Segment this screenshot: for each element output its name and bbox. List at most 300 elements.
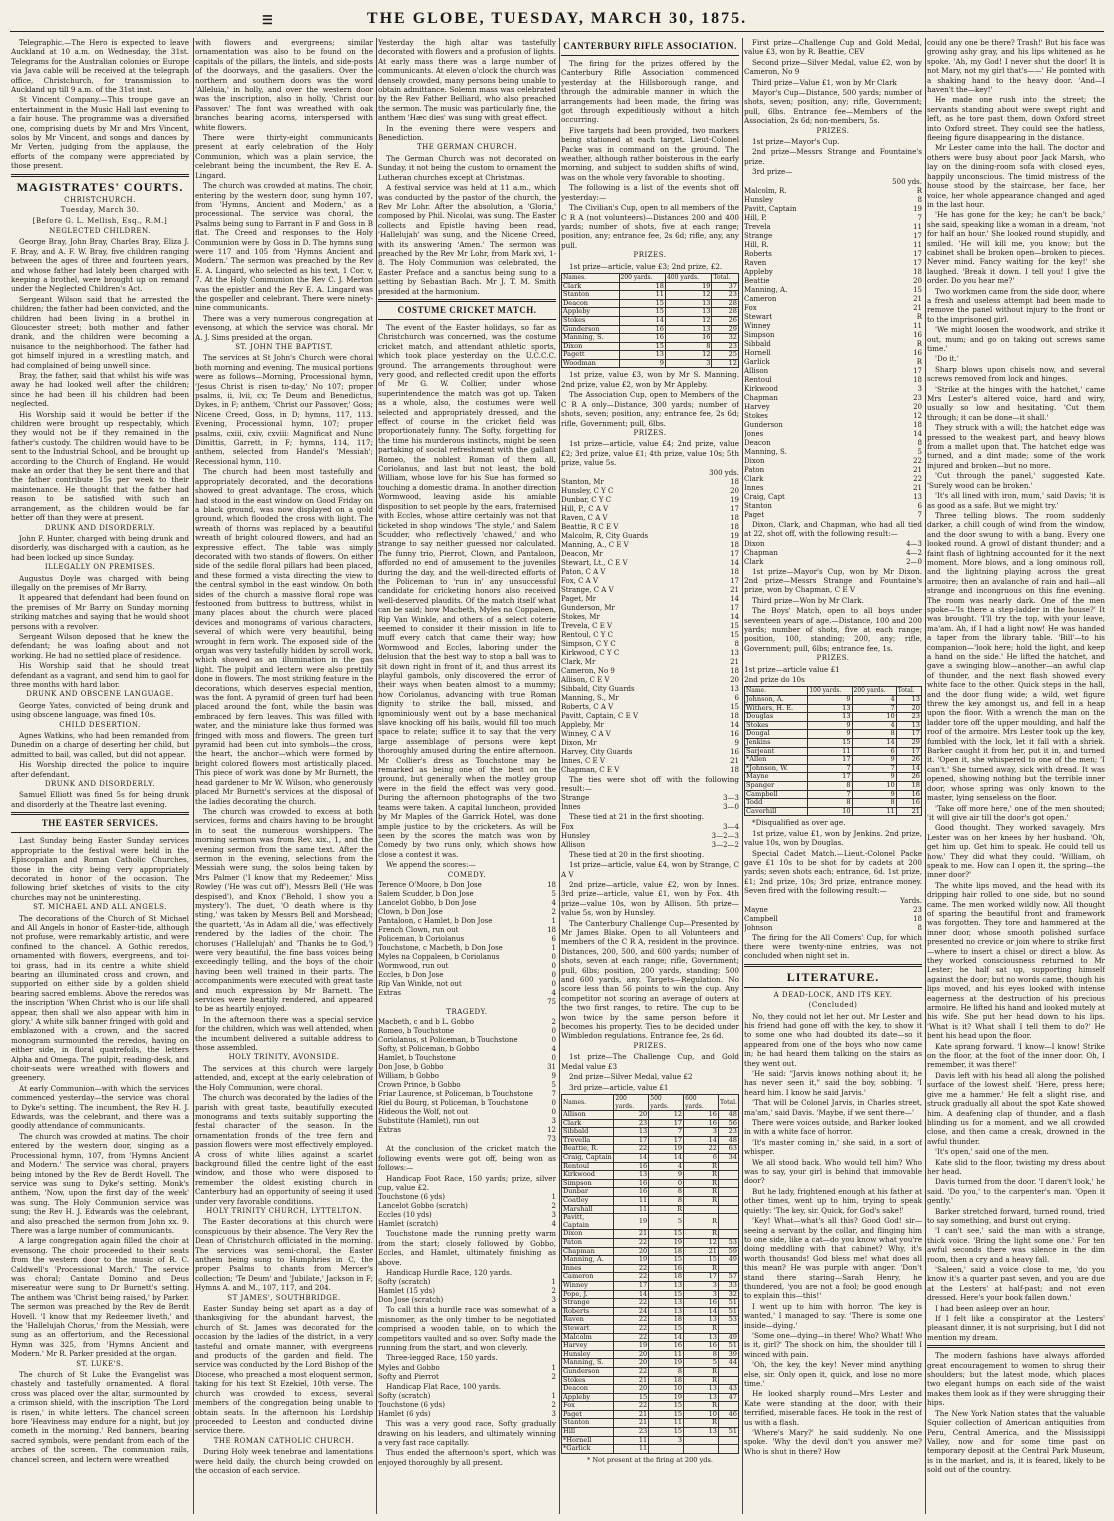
cell-score: 21	[614, 1410, 649, 1419]
paragraph: 'Key! What—what's all this? Good God! sir—seeing a servant by the collar, and flinging him to one side, like a cat—do you know what you're doing meddling with that cabinet? Why, it's worth thousands! God bless me! what does all this mean? He was purple with anger. 'Don't stand there staring—Sarah Henry, he thundered, 'you are not a fool; be good enough to explain this—this!'	[744, 1216, 922, 1301]
case-heading: DRUNK AND DISORDERLY.	[44, 780, 156, 789]
score-name: Terence O'Moore, b Don Jose	[378, 880, 482, 889]
score-value: 21	[730, 585, 739, 594]
score-line	[378, 1211, 556, 1220]
score-name: Sibbald	[744, 339, 771, 348]
paragraph: If I felt like a conspirator at the Lesters' pleasant dinner, it is not surprising, but I did not mention my dream.	[927, 1314, 1105, 1342]
score-line	[744, 313, 922, 322]
score-line	[744, 421, 922, 430]
cell-name: Malcolm	[562, 1333, 614, 1342]
cell-name: Harvey	[562, 1342, 614, 1351]
cell-score: 8	[649, 1197, 684, 1206]
cell-score: 10	[649, 1385, 684, 1394]
cell-name: Kirkwood	[562, 1171, 614, 1180]
score-value: 18	[730, 765, 739, 774]
score-name: Hornell	[744, 348, 771, 357]
prizes-heading: PRIZES.	[633, 251, 667, 260]
paragraph: Mayor's Cup—Distance, 500 yards; number of shots, seven; position, any; rifle, Government; pull, 6lbs. Entrance fee—Members of the Association, 2s 6d; non-members, 5s.	[744, 88, 922, 126]
cell-score: 11	[808, 747, 852, 756]
score-name: Wormwood, run out	[378, 961, 449, 970]
cell-score: 28	[712, 308, 739, 317]
score-value: 3—4	[723, 822, 739, 831]
cell-score: 51	[719, 1307, 739, 1316]
cell-name: *Garlick	[562, 1445, 614, 1454]
score-name: Beattie, R C E V	[561, 522, 619, 531]
score-value: 19	[730, 495, 739, 504]
cell-score: 17	[684, 1273, 719, 1282]
score-value: 73	[547, 1135, 556, 1144]
cell-score: 13	[808, 704, 852, 713]
score-name: Fox	[561, 822, 574, 831]
comedy-scorecard	[378, 881, 556, 1007]
score-name: Pantaloon, c Hamlet, b Don Jose	[378, 916, 493, 925]
score-line	[378, 1364, 556, 1373]
score-name: Stewart	[744, 312, 773, 321]
cell-name: Appleby	[562, 1393, 614, 1402]
paragraph: 1st prize, value £1, won by Jenkins. 2nd prize, value 10s, won by Douglas.	[744, 828, 922, 848]
paragraph: 'Oh, the key, the key! Never mind anything else, sir. Only open it, quick, and lose no more time.'	[744, 1360, 922, 1388]
section-title: THE EASTER SERVICES.	[41, 818, 159, 829]
cell-score: 18	[649, 1376, 684, 1385]
paragraph: The following is a list of the events shot off yesterday:—	[561, 183, 739, 202]
cell-score: 3	[684, 1128, 719, 1137]
paragraph: Telegraphic.—The Hero is expected to leave Auckland at 10 a.m. on Wednesday, the 31st. Telegrams for the Australian colonies or Europe via Java cable will be received at the telegraph office, Christchurch, for transmission to Auckland up till 9 a.m. of the 31st inst.	[11, 38, 189, 95]
score-value: 1	[551, 1392, 556, 1401]
cell-score: 23	[614, 1428, 649, 1437]
score-line	[561, 631, 739, 640]
cell-score: 17	[896, 747, 921, 756]
score-value: 4	[551, 1220, 556, 1229]
cell-score: 8	[808, 799, 852, 808]
cell-score: 16	[614, 1162, 649, 1171]
paragraph: Third prize—Won by Mr Clark.	[752, 595, 864, 605]
score-name: Garlick	[744, 357, 770, 366]
cell-score: 15	[649, 1230, 684, 1239]
paragraph: In the afternoon there was a special service for the children, which was well attended, when the incumbent delivered a suitable address to those assembled.	[195, 1014, 373, 1053]
table-row	[745, 799, 922, 808]
cell-score: 19	[649, 1359, 684, 1368]
paragraph: The Civilian's Cup, open to all members of the C R A (not volunteers)—Distances 200 and 400 yards; number of shots, five at each range; position, any; entrance fee, 2s 6d; rifle, any, any pull.	[561, 203, 739, 250]
cell-score: 11	[614, 1445, 649, 1454]
paragraph: The Easter decorations at this church were conspicuous by their absence. The Very Rev the Dean of Christchurch officiated in the morning. The services was semi-choral, the Easter anthem being sung to Humphries in C, the proper Psalms to chants from Mercer's collection; 'Te Deum' and 'Jubilate,' Jackson in F; Hymns A. and M., 107, 117, and 204.	[195, 1217, 373, 1293]
paragraph: The event of the Easter holidays, so far as Christchurch was concerned, was the costume cricket match, and attendant athletic sports, which took place yesterday on the U.C.C.C. ground. The arrangements throughout were very good, and reflected credit upon the efforts of Mr G. W. Collier, under whose superintendence the match was got up. Taken as a whole, also, the costumes were well selected and appropriately dressed, and the effect of course in the cricket field was proportionately funny. The Softy, forgetting for the time his murderous instincts, might be seen partaking of social refreshment with the gallant Romeo, the noblest Roman of them all, Coriolanus, and last but not least, the bold William, whose love for his Sue has formed so touching a domestic drama. In another direction Wormwood, leaving aside his amiable disposition to set people by the ears, fraternised with Eccles, whose attire certainly was not that ticketed in shop windows 'The style,' and Salem Scudder, who reflectively 'chawed,' and who strange to say neither guessed nor calculated. The funny trio, Pierrot, Clown, and Pantaloon, afforded no end of amusement to the juveniles during the day, and the well-directed efforts of the Policeman to 'run in' any unsuccessful candidate for cricketing honors also received well-deserved plaudits. Of the match itself what can be said; how Macbeth, Myles na Coppaleen, Rip Van Winkle, and others of a select coterie seemed to consider it their mission in life to muff every catch that came their way; how Wormwood and Eccles, laboring under the delusion that the best way to stop a ball was to sit down right in front of it, and thus arrest its playful gambols, only discovered the error of their ways when beaten almost to a mummy; how Coriolanus, advancing with true Roman dignity to strike the ball, missed, and ignominiously went out by a base mechanical slave knocking off his bails, would fill too much space to relate; suffice it to say that the very large assemblage of persons were kept thoroughly amused during the entire afternoon. Mr Collier's dress as Touchstone may be remarked as being one of the best on the ground, but generally when the motley group were in the field the effect was very good. During the afternoon photographs of the two teams were taken. A capital luncheon, provided by Mr Maples of the Garrick Hotel, was done ample justice to by the cricketers. As will be seen by the scores the match was won by Comedy by two runs only, which shows how close a contest it was.	[378, 322, 556, 859]
score-name: Clark	[744, 557, 764, 566]
cell-score: 11	[614, 1436, 649, 1445]
score-name: Friar Laurence, st Policeman, b Touchstone	[378, 1090, 533, 1099]
paragraph: Three telling blows. The room suddenly darker, a chill cough of wind from the window, and the door swung to with a bang. Every one looked round. A growl of distant thunder; and a faint flash of lightning accounted for it the next moment. More blows, and a long ominous roll, and the lightning playing across the great armoire; then an avalanche of rain and hail—all strange and incongruous on this fine evening. The room was nearly dark. One of the men spoke—'Is there a step-ladder in the house?' It was brought. 'I'll try the top, with your leave, ma'am. Ah, if I had a light now! He was handed a taper from the library table. 'Bill'—to his companion—'look here; hold the light, and keep a hand on the side.' He lifted the hatchet, and gave a swinging blow—another—an awful clap of thunder, and the next flash showed every white face to the other. Quick steps in the hall, and the door flung wide; a wild, wet figure threw the key amongst us, and fell in a heap upon the floor. With a wrench the man on the ladder tore off the upper moulding, and half the roof of the armoire. Mrs Lester took up the key, fumbled with the lock, let it fall with a shriek. Barker caught it from her, put it in, and turned it. 'Open it, she whispered to one of the men; 'I can't.' She turned away, sick with dread. It was opened, showing nothing but the terrible inner door, whose spring was only known to the master, lying senseless on the floor.	[927, 510, 1105, 803]
score-value: 2—0	[906, 557, 922, 566]
score-line	[744, 558, 922, 567]
score-value: 1	[551, 1363, 556, 1372]
cell-score: 9	[808, 730, 852, 739]
paragraph: During Holy week tenebrae and lamentations were held daily, the church being crowded on the occasion of each service.	[195, 1447, 373, 1475]
score-value: 20	[913, 276, 922, 285]
section-title: CANTERBURY RIFLE ASSOCIATION.	[563, 41, 737, 51]
column-header: 500 yards.	[649, 1094, 684, 1110]
score-value: 16	[913, 330, 922, 339]
paragraph: The services at St John's Church were choral both morning and evening. The musical portions were as follows—Morning, Processional hymn, 'Jesus Christ is risen to-day,' No 107; proper psalms, ii, lvii, cx; Te Deum and Benedictus, Dykes, in F; anthem, 'Christ our Passover,' Goss; Nicene Creed, Goss, in D; hymns, 117, 113. Evening, Processional hymn, 107; proper psalms, cxiii, cxiv, cxviii: Magnificat and Nunc Dimittis, Garrett, in F; hymns, 114, 117; anthem, selected from Handel's 'Messiah'; Recessional hymn, 110.	[195, 353, 373, 466]
case-heading: NEGLECTED CHILDREN.	[49, 226, 151, 235]
cell-name: Hunsley	[562, 1350, 614, 1359]
cell-name: Spanger	[745, 781, 808, 790]
score-value: 7	[917, 510, 922, 519]
section-title: LITERATURE.	[786, 969, 880, 984]
score-value: 22	[913, 474, 922, 483]
cell-score: 15	[619, 308, 665, 317]
score-value: 17	[730, 504, 739, 513]
score-value: 22	[913, 456, 922, 465]
cell-score: R	[649, 1205, 684, 1214]
score-line	[744, 403, 922, 412]
section-rule	[11, 832, 189, 833]
church-heading: ST. JOHN THE BAPTIST.	[235, 343, 333, 351]
score-line	[561, 703, 739, 712]
score-name: Strange, C A V	[561, 585, 614, 594]
score-line	[378, 953, 556, 962]
cell-score: 23	[896, 713, 921, 722]
score-value: 16	[913, 348, 922, 357]
score-line	[744, 439, 922, 448]
race-results	[378, 1278, 556, 1305]
paragraph: The ties were shot off with the following result:—	[561, 774, 739, 793]
paragraph: But he lady, frightened enough at his father at other times, went up to him, trying to speak quietly: 'The key, sir. Quick, for God's sake!'	[744, 1186, 922, 1215]
score-name: Sibbald, City Guards	[561, 684, 635, 693]
cell-name: Dougal	[745, 730, 808, 739]
score-name: Manning, A.	[744, 285, 788, 294]
score-value: 3	[917, 384, 922, 393]
score-value: 2	[551, 1202, 556, 1211]
cell-name: Dixon	[562, 342, 620, 351]
score-name: Winney, C A V	[561, 729, 611, 738]
cell-name: Manning, S.	[562, 334, 620, 343]
score-name: Pavitt, Captain, C E V	[561, 711, 639, 720]
score-name: Stewart, Lt., C E V	[561, 558, 628, 567]
score-name: Allison	[744, 366, 769, 375]
score-name: Don Jose, b Gobbo	[378, 1063, 444, 1072]
score-line	[561, 604, 739, 613]
paragraph: The church was crowded at matins. The choir entered by the western door, singing as a Processional hymn, 107, from 'Hymns Ancient and Modern.' The service was choral, prayers being intoned by the Rev de Berdt Hovell. The service was sung to Dyke's setting. Monk's anthem, 'Now, upon the first day of the week' was sung. The Holy Communion service was sung; the Rev H. J. Edwards was the celebrant, and also preached the sermon from John xx. 9. There was a large number of communicants.	[11, 1131, 189, 1235]
table-row	[745, 738, 922, 747]
cell-score: 29	[712, 325, 739, 334]
table-row	[562, 1385, 739, 1394]
score-name: Coriolanus, st Policeman, b Touchstone	[378, 1036, 518, 1045]
cell-score: 14	[684, 1307, 719, 1316]
score-value: 14	[730, 594, 739, 603]
score-value: 18	[913, 267, 922, 276]
score-value: 20	[730, 486, 739, 495]
cell-score: 8	[852, 799, 896, 808]
table-row	[745, 721, 922, 730]
cell-name: Caverhill	[745, 807, 808, 816]
score-name: Hunsley	[561, 831, 591, 840]
cell-score: 10	[852, 781, 896, 790]
section-rule	[927, 1345, 1105, 1348]
paragraph: Third prize—Value £1, won by Mr Clark	[752, 77, 897, 87]
score-line	[744, 286, 922, 295]
score-line	[378, 1193, 556, 1202]
table-row	[562, 308, 739, 317]
cell-name: Pope, J.	[562, 1290, 614, 1299]
score-value: 3	[551, 1296, 556, 1305]
cell-score: 14	[852, 738, 896, 747]
cell-name: Clark	[562, 282, 620, 291]
cell-score: 13	[614, 1171, 649, 1180]
cell-name: Rentoul	[562, 1162, 614, 1171]
case-heading: DRUNK AND DISORDERLY.	[44, 523, 156, 532]
cell-score: 19	[649, 1393, 684, 1402]
cell-score: 32	[712, 334, 739, 343]
score-name: Stokes	[744, 411, 768, 420]
cell-score: 13	[649, 1281, 684, 1290]
score-name: Dunbar, C Y C	[561, 495, 612, 504]
score-line	[744, 549, 922, 558]
cell-score: 10	[684, 1410, 719, 1419]
score-name: Touchstone (6 yds)	[378, 1193, 445, 1202]
score-line	[378, 935, 556, 944]
paragraph: The firing for the prizes offered by the Canterbury Rifle Association commenced yesterday at the Hillsborough range, and through the admirable manner in which the arrangements had been made, the firing was got through expeditiously without a hitch occurring.	[561, 59, 739, 125]
cell-score: 13	[614, 1128, 649, 1137]
cell-score: 23	[712, 291, 739, 300]
score-value: 0	[551, 1054, 556, 1063]
paragraph: He made one rush into the street; the servants standing about were swept right and left, as he tore past them, down Oxford street into Oxford street. They could see the hatless, fleeing figure disappearing in the distance.	[927, 95, 1105, 143]
cell-score: 5	[684, 1359, 719, 1368]
score-value: 18	[730, 567, 739, 576]
table-row	[562, 1239, 739, 1248]
score-value: 1	[551, 916, 556, 925]
cell-score: 10	[808, 807, 852, 816]
table-row	[562, 1299, 739, 1308]
section-rule	[744, 964, 922, 967]
cell-score: 14	[896, 764, 921, 773]
table-row	[562, 1214, 739, 1230]
score-value: 0	[551, 961, 556, 970]
cell-score: 20	[896, 704, 921, 713]
score-line	[561, 730, 739, 739]
cell-score	[649, 1445, 684, 1454]
score-name: Hunsley, C Y C	[561, 486, 614, 495]
score-name: Extras	[378, 1126, 401, 1135]
race-results	[378, 1193, 556, 1229]
score-value: 16	[730, 747, 739, 756]
cell-name: Beattie, R.	[562, 1145, 614, 1154]
cell-score: 34	[719, 1154, 739, 1163]
cell-name: Paget	[562, 1410, 614, 1419]
table-row	[562, 1367, 739, 1376]
shoot-off-results	[744, 540, 922, 567]
cell-name: Todd	[745, 799, 808, 808]
column-6	[927, 38, 1105, 1514]
paragraph: with flowers and evergreens; similar ornamentation was also to be found on the capitals of the pillars, the lintels, and side-posts of the doorways, and the gasaliers. Over the northern and southern doors was the word 'Alleluia,' in holly, and over the western door was the inscription, also in holly, 'Christ our Passover.' The font was wreathed with oak branches bearing acorns, interspersed with white flowers.	[195, 38, 373, 132]
score-value: 0	[551, 1036, 556, 1045]
cell-score: 14	[684, 1136, 719, 1145]
score-name: Allison	[561, 840, 586, 849]
cell-score: 6	[852, 747, 896, 756]
score-value: R	[916, 357, 922, 366]
score-name: French Clown, run out	[378, 925, 459, 934]
score-line	[378, 1117, 556, 1126]
section-rule	[11, 174, 189, 177]
cell-score: 12	[665, 351, 711, 360]
paragraph: Sergeant Wilson said that he arrested the children; the father had been convicted, and the children had been living in a brothel in Gloucester street; both mother and father drank, and the children were becoming a nuisance to the neighborhood. The father had got himself injured in a wrestling match, and had complained of being unwell since.	[11, 294, 189, 370]
cell-score: 63	[719, 1145, 739, 1154]
table-header-row	[562, 1094, 739, 1110]
team-heading: COMEDY.	[447, 870, 487, 879]
cell-score: 16	[896, 790, 921, 799]
cell-score: 24	[614, 1307, 649, 1316]
score-value: 21	[913, 483, 922, 492]
score-line	[744, 502, 922, 511]
score-line	[744, 205, 922, 214]
score-value: 15	[730, 630, 739, 639]
paragraph: At the conclusion of the cricket match the following events were got off, being won as follows:—	[378, 1144, 556, 1173]
score-line	[561, 832, 739, 841]
score-name: Chapman	[744, 393, 778, 402]
bench-note: [Before G. L. Mellish, Esq., R.M.]	[32, 216, 168, 225]
cell-name: Strange	[562, 1299, 614, 1308]
cell-name: Craig, Captain	[562, 1154, 614, 1163]
score-line	[378, 989, 556, 998]
score-line	[561, 622, 739, 631]
score-line	[744, 385, 922, 394]
score-name: Myles na Coppaleen, b Coriolanus	[378, 952, 500, 961]
score-line	[378, 1027, 556, 1036]
story-note: (Concluded)	[808, 1001, 858, 1010]
paragraph: The church had been most tastefully and appropriately decorated, and the decorations showed to great advantage. The cross, which had stood in the east window on Good Friday on a black ground, was now displayed on a gold ground, which flooded the cross with light. The wreath of thorns was replaced by a beautiful wreath of bright coloured flowers, and had an expressive effect. The table was simply decorated with two stands of flowers. On either side of the sedile floral pillars had been placed, and these formed a vista directing the view to the central symbol in the east window. On both sides of the church a massive floral rope was festooned from buttress to buttress, whilst in many places about the church were placed devices and monograms of various characters, several of which were very beautiful, being wrought in fern work. The exposed side of the organ was very tastefully hidden by scroll work, which showed as an illumination in the gas light. The pulpit and lectern were also prettily done in flowers. The most striking feature in the decorations, which deserves especial mention, was the font. A pyramid of green turf had been placed around the font, while the basin was embraced by fern leaves. This was filled with water, and the miniature lake thus formed was fringed with moss and flowers. The green turf pyramid had been cut into symbols—the cross, the heart, the anchor—which were formed by bright colored flowers most artistically placed. This piece of work was done by Mr Burnett, the head gardener to Mr W. Wilson, who generously placed Mr Burnett's services at the disposal of the ladies decorating the church.	[195, 467, 373, 806]
score-value: 18	[547, 925, 556, 934]
paragraph: could any one be there? Trash!' But his face was growing ashy gray, and his lips whitened as he spoke. 'Ah, my God! I never shut the door! It is not Mary, not my girl that's——' He pointed with a shaking hand to the heavy door. 'And—I haven't the—key!'	[927, 38, 1105, 95]
paragraph: Kate sprang forward. 'I know—I know! Strike on the floor, at the foot of the inner door. Oh, I remember, it was there!'	[927, 1041, 1105, 1070]
score-value: 5	[551, 889, 556, 898]
cell-score: 15	[808, 738, 852, 747]
score-name: Gunderson	[744, 420, 783, 429]
score-line	[561, 823, 739, 832]
score-value: 17	[730, 576, 739, 585]
cell-score: 12	[649, 1111, 684, 1120]
score-line	[378, 962, 556, 971]
score-line	[744, 268, 922, 277]
score-value: 3—2—3	[711, 831, 739, 840]
paragraph: 'He has gone for the key; he can't be back,' she said, speaking like a woman in a dream, 'not for half an hour.' She looked round stupidly, and smiled. 'He will kill me, you know; but the cabinet shall be broken open—broken to pieces. Never mind. Fancy waiting for the key!' she laughed. 'Break it down. I tell you! I give the order. Do you hear me?'	[927, 210, 1105, 286]
cell-score: 16	[684, 1342, 719, 1351]
paragraph: Dixon, Clark, and Chapman, who had all tied at 22, shot off, with the following result:—	[744, 519, 922, 539]
score-name: Trevela	[744, 222, 771, 231]
cell-score: 33	[719, 1281, 739, 1290]
score-name: Hamlet (15 yds)	[378, 1287, 435, 1296]
cell-name: Stewart	[562, 1324, 614, 1333]
paragraph: These tied at 21 in the first shooting.	[569, 812, 705, 822]
paragraph: 'It's all lined with iron, mum,' said Davis; 'it is as good as a safe. But we might try.'	[927, 491, 1105, 510]
civilians-cup-table	[561, 273, 739, 369]
score-line	[561, 559, 739, 568]
section-rule	[378, 319, 556, 320]
score-line	[744, 457, 922, 466]
cell-name: Manning, A.	[562, 1256, 614, 1265]
score-value: 16	[730, 729, 739, 738]
score-name: Hamlet, b Touchstone	[378, 1054, 456, 1063]
score-name: Manning, S., Mr	[561, 693, 619, 702]
section-title: COSTUME CRICKET MATCH.	[397, 304, 537, 315]
paragraph: No, they could not let her out. Mr Lester and his friend had gone off with the key, to show it to some one who had doubted its date—so it appeared from one of the boys who now came in; he had heard them talking on the stairs as they went out.	[744, 1011, 922, 1068]
table-row	[562, 1273, 739, 1282]
score-line	[744, 493, 922, 502]
cell-score: R	[684, 1402, 719, 1411]
case-heading: ILLEGALLY ON PREMISES.	[44, 563, 156, 572]
association-cup-scores	[561, 478, 739, 775]
score-name: Strange	[744, 231, 773, 240]
cell-score: 16	[614, 1188, 649, 1197]
paragraph: This was a very good race, Softy gradually drawing on his leaders, and ultimately winning a very fast race capitally.	[378, 1419, 556, 1448]
paragraph: George Yates, convicted of being drunk and using obscene language, was fined 10s.	[11, 700, 189, 720]
score-line	[378, 1202, 556, 1211]
column-5	[744, 38, 922, 1514]
score-line	[378, 1401, 556, 1410]
paragraph: Five targets had been provided, two markers being stationed at each target. Lieut-Colonel Packe was in command on the ground. The weather, although rather boisterous in the early morning, and subject to sudden shifts of wind, was on the whole very favorable to shooting.	[561, 125, 739, 182]
cell-score: 16	[619, 325, 665, 334]
score-line	[744, 915, 922, 924]
cell-score	[719, 1171, 739, 1180]
score-line	[561, 694, 739, 703]
cell-score: 57	[719, 1273, 739, 1282]
church-heading: THE ROMAN CATHOLIC CHURCH.	[213, 1436, 355, 1445]
table-row	[562, 1324, 739, 1333]
paragraph: 1st prize—The Challenge Cup, and Gold Medal value £3	[561, 1052, 739, 1071]
score-line	[744, 277, 922, 286]
table-row	[745, 730, 922, 739]
paragraph: George Bray, John Bray, Charles Bray, Eliza J. F. Bray, and A. F. W. Bray, five children ranging between the ages of three and fourteen years, and whose father had lately been charged with keeping a brothel, were brought up on remand under the Neglected Children's Act.	[11, 237, 189, 294]
score-value: 17	[913, 231, 922, 240]
score-name: Trevela, C E V	[561, 621, 613, 630]
cell-score: 48	[719, 1111, 739, 1120]
score-value: 18	[730, 540, 739, 549]
cell-name: Roberts	[562, 1307, 614, 1316]
table-row	[562, 1111, 739, 1120]
cell-name: Dixon	[562, 1230, 614, 1239]
paragraph: Agnes Watkins, who had been remanded from Dunedin on a charge of deserting her child, but admitted to bail, was called, but did not appear.	[11, 731, 189, 759]
prizes-heading: PRIZES.	[816, 654, 850, 663]
table-row	[745, 781, 922, 790]
cell-score: 32	[719, 1290, 739, 1299]
score-value: R	[916, 312, 922, 321]
score-line	[378, 980, 556, 989]
cell-score: 15	[649, 1256, 684, 1265]
score-value: 4—2	[906, 548, 922, 557]
score-line	[744, 448, 922, 457]
score-line	[378, 881, 556, 890]
cell-score: 11	[614, 1205, 649, 1214]
cell-score: 16	[684, 1299, 719, 1308]
score-value: 2	[551, 1018, 556, 1027]
cell-score: 51	[719, 1342, 739, 1351]
cell-score: 7	[852, 704, 896, 713]
cell-score: 3	[649, 1436, 684, 1445]
score-value: 3	[551, 1410, 556, 1419]
table-row	[562, 359, 739, 368]
cell-score: 53	[719, 1316, 739, 1325]
cell-name: Fox	[562, 1402, 614, 1411]
paragraph: Good thought. They worked savagely. Mrs Lester was on her knees by her husband. 'Oh, get him up. Get him to speak. He could tell us how.' They did what they could. 'William, oh speak to me. How can I open it, the spring—the inner door?'	[927, 823, 1105, 880]
cell-score: 13	[684, 1316, 719, 1325]
score-line	[378, 1054, 556, 1063]
score-name: Roberts	[744, 249, 772, 258]
score-line	[744, 540, 922, 549]
cell-score	[719, 1367, 739, 1376]
score-value: 3—0	[723, 803, 739, 812]
cell-score: 14	[649, 1154, 684, 1163]
cell-score: 13	[808, 713, 852, 722]
score-value: 75	[547, 997, 556, 1006]
score-name: Raven	[744, 258, 767, 267]
table-footnote: * Not present at the firing at 200 yds.	[586, 1455, 713, 1464]
